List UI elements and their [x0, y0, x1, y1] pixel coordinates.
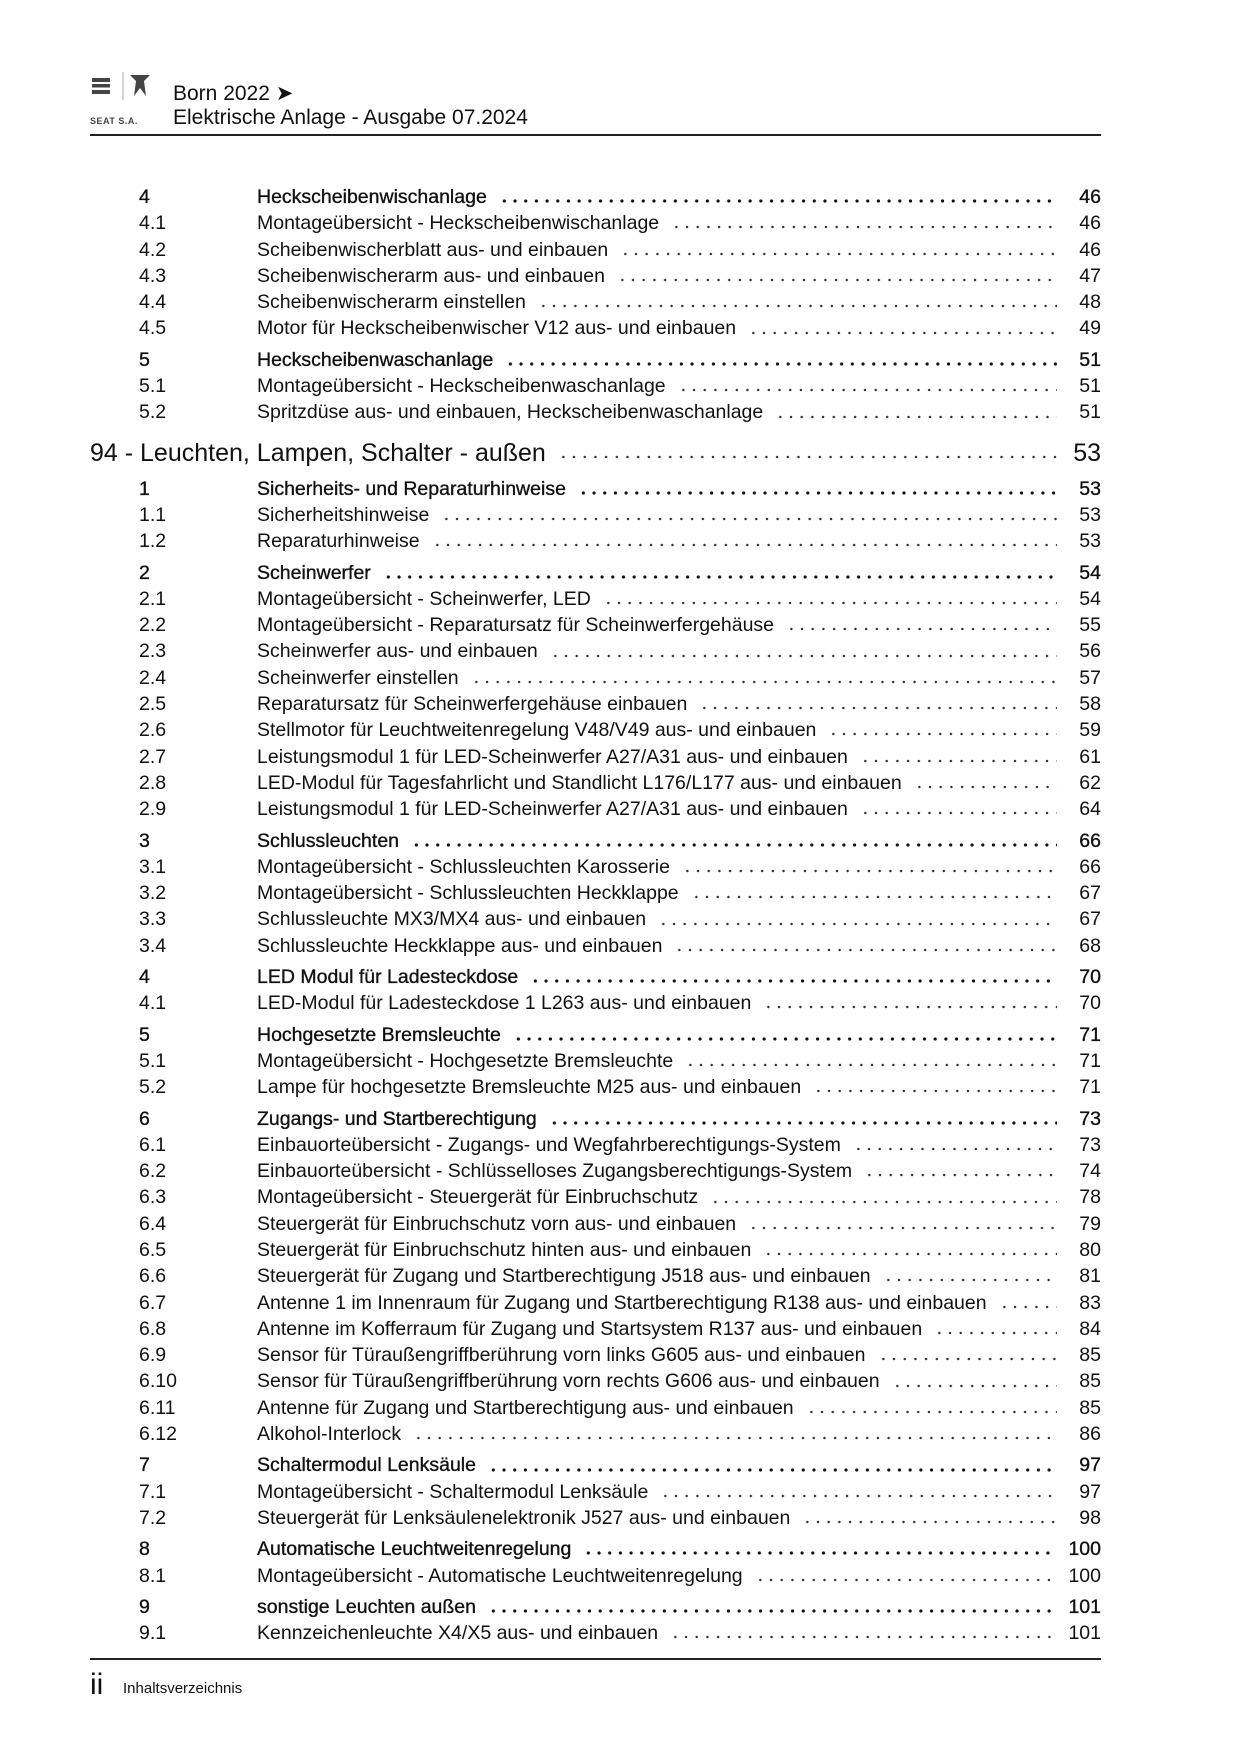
toc-entry[interactable]: [90, 586, 1101, 612]
entry-number: 4.1: [139, 992, 167, 1015]
entry-number: 3: [139, 829, 150, 852]
toc-entry[interactable]: [90, 263, 1101, 289]
entry-page: 53: [1079, 530, 1101, 553]
header-subtitle: Elektrische Anlage - Ausgabe 07.2024: [173, 106, 528, 129]
dot-leader: [678, 388, 1057, 392]
entry-title: Montageübersicht - Reparatursatz für Scheinwerfergehäuse: [257, 614, 775, 637]
entry-number: 4.3: [139, 264, 167, 287]
dot-leader: [658, 922, 1057, 926]
toc-entry[interactable]: [90, 1184, 1101, 1210]
toc-entry[interactable]: [90, 1563, 1101, 1589]
seat-cupra-logo: [90, 72, 170, 134]
entry-number: 6.9: [139, 1344, 167, 1367]
entry-title: Antenne für Zugang und Startberechtigung aus- und einbauen: [257, 1396, 794, 1419]
toc-entry[interactable]: [90, 1132, 1101, 1158]
entry-title: Steuergerät für Einbruchschutz hinten aus- und einbauen: [257, 1238, 752, 1261]
entry-number: 6.10: [139, 1370, 177, 1393]
entry-number: 2.6: [139, 719, 167, 742]
entry-number: 4: [139, 186, 150, 208]
header-rule: [90, 134, 1101, 136]
entry-page: 85: [1079, 1344, 1101, 1367]
dot-leader: [828, 732, 1057, 736]
entry-number: 6.1: [139, 1133, 167, 1156]
toc-entry[interactable]: [90, 1211, 1101, 1237]
entry-title: Montageübersicht - Steuergerät für Einbruchschutz: [257, 1186, 699, 1209]
entry-title: Montageübersicht - Schaltermodul Lenksäule: [257, 1480, 649, 1503]
entry-title: Sicherheitshinweise: [257, 503, 430, 526]
entry-page: 83: [1079, 1291, 1101, 1314]
entry-number: 7: [139, 1454, 150, 1477]
toc-entry[interactable]: [90, 906, 1101, 932]
toc-entry[interactable]: [90, 1237, 1101, 1263]
entry-number: 2.5: [139, 693, 167, 716]
entry-title: Scheibenwischerarm aus- und einbauen: [257, 264, 605, 287]
entry-number: 4.2: [139, 238, 167, 261]
entry-title: Heckscheibenwaschanlage: [257, 348, 494, 371]
entry-title: Zugangs- und Startberechtigung: [257, 1107, 537, 1130]
toc-entry[interactable]: [90, 770, 1101, 796]
dot-leader: [550, 654, 1057, 658]
entry-page: 66: [1079, 829, 1101, 852]
entry-number: 5: [139, 348, 150, 371]
toc-entry[interactable]: [90, 315, 1101, 341]
entry-page: 51: [1079, 375, 1101, 398]
entry-title: Antenne im Kofferraum für Zugang und Startsystem R137 aus- und einbauen: [257, 1317, 923, 1340]
toc-entry[interactable]: [90, 1048, 1101, 1074]
entry-title: sonstige Leuchten außen: [257, 1595, 476, 1618]
entry-title: Schlussleuchte MX3/MX4 aus- und einbauen: [257, 908, 647, 931]
entry-page: 51: [1079, 348, 1101, 371]
dot-leader: [383, 575, 1057, 579]
header-model: Born 2022 ➤: [173, 82, 294, 105]
entry-number: 8: [139, 1538, 150, 1561]
toc-entry[interactable]: [90, 1158, 1101, 1184]
entry-title: Montageübersicht - Schlussleuchten Karosserie: [257, 855, 670, 878]
entry-page: 71: [1079, 1076, 1101, 1099]
entry-title: LED-Modul für Tagesfahrlicht und Standlicht L176/L177 aus- und einbauen: [257, 771, 902, 794]
entry-page: 101: [1068, 1622, 1101, 1645]
entry-number: 1.1: [139, 503, 167, 526]
dot-leader: [860, 811, 1057, 815]
entry-page: 97: [1079, 1480, 1101, 1503]
toc-entry[interactable]: [90, 1421, 1101, 1447]
toc-section[interactable]: [90, 1022, 1101, 1048]
dot-leader: [432, 543, 1057, 547]
toc-section[interactable]: [90, 1536, 1101, 1562]
entry-number: 2.8: [139, 771, 167, 794]
entry-number: 3.3: [139, 908, 167, 931]
toc-entry[interactable]: [90, 1479, 1101, 1505]
dot-leader: [892, 1384, 1057, 1388]
entry-title: Montageübersicht - Heckscheibenwischanlage: [257, 212, 660, 235]
toc-entry[interactable]: [90, 1263, 1101, 1289]
entry-title: LED Modul für Ladesteckdose: [257, 966, 519, 989]
entry-number: 7.2: [139, 1506, 167, 1529]
entry-page: 71: [1079, 1023, 1101, 1046]
toc-entry[interactable]: [90, 612, 1101, 638]
entry-page: 46: [1079, 212, 1101, 235]
entry-title: LED-Modul für Ladesteckdose 1 L263 aus- und einbauen: [257, 992, 752, 1015]
entry-page: 73: [1079, 1133, 1101, 1156]
dot-leader: [558, 455, 1057, 459]
toc-entry[interactable]: [90, 1620, 1101, 1646]
dot-leader: [671, 225, 1057, 229]
dot-leader: [864, 1173, 1057, 1177]
entry-page: 54: [1079, 587, 1101, 610]
entry-number: 6: [139, 1107, 150, 1130]
dot-leader: [934, 1331, 1057, 1335]
toc-entry[interactable]: [90, 717, 1101, 743]
entry-title: Steuergerät für Zugang und Startberechtigung J518 aus- und einbauen: [257, 1265, 871, 1288]
entry-number: 1.2: [139, 530, 167, 553]
dot-leader: [488, 1609, 1054, 1613]
entry-page: 74: [1079, 1160, 1101, 1183]
entry-number: 5.1: [139, 375, 167, 398]
toc-entry[interactable]: [90, 854, 1101, 880]
dot-leader: [914, 785, 1057, 789]
entry-number: 4.5: [139, 317, 167, 340]
toc-entry[interactable]: [90, 210, 1101, 236]
dot-leader: [853, 1147, 1057, 1151]
table-of-contents: [90, 179, 1101, 1646]
dot-leader: [670, 1635, 1054, 1639]
entry-page: 67: [1079, 882, 1101, 905]
entry-page: 53: [1073, 438, 1101, 467]
entry-page: 54: [1079, 561, 1101, 584]
entry-number: 5.2: [139, 1076, 167, 1099]
dot-leader: [549, 1121, 1057, 1125]
entry-page: 68: [1079, 934, 1101, 957]
entry-page: 64: [1079, 798, 1101, 821]
dot-leader: [883, 1278, 1057, 1282]
footer-rule: [90, 1658, 1101, 1660]
entry-number: 2.2: [139, 614, 167, 637]
toc-entry[interactable]: [90, 691, 1101, 717]
entry-number: 5.1: [139, 1049, 167, 1072]
dot-leader: [813, 1089, 1057, 1093]
entry-number: 6.6: [139, 1265, 167, 1288]
entry-page: 81: [1079, 1265, 1101, 1288]
entry-title: Scheibenwischerblatt aus- und einbauen: [257, 238, 609, 261]
dot-leader: [860, 759, 1057, 763]
entry-page: 73: [1079, 1107, 1101, 1130]
entry-page: 61: [1079, 745, 1101, 768]
entry-title: Schlussleuchte Heckklappe aus- und einbauen: [257, 934, 663, 957]
entry-title: Schlussleuchten: [257, 829, 400, 852]
entry-page: 56: [1079, 640, 1101, 663]
dot-leader: [513, 1037, 1057, 1041]
entry-page: 101: [1068, 1595, 1101, 1618]
toc-entry[interactable]: [90, 665, 1101, 691]
entry-page: 47: [1079, 264, 1101, 287]
dot-leader: [488, 1468, 1057, 1472]
entry-page: 78: [1079, 1186, 1101, 1209]
toc-entry[interactable]: [90, 237, 1101, 263]
entry-number: 4.1: [139, 212, 167, 235]
toc-entry[interactable]: [90, 1290, 1101, 1316]
entry-number: 2.4: [139, 666, 167, 689]
entry-number: 9.1: [139, 1622, 167, 1645]
entry-number: 6.7: [139, 1291, 167, 1314]
entry-title: Stellmotor für Leuchtweitenregelung V48/V49 aus- und einbauen: [257, 719, 817, 742]
entry-page: 100: [1068, 1538, 1101, 1561]
toc-entry[interactable]: [90, 502, 1101, 528]
entry-number: 6.11: [139, 1396, 176, 1419]
entry-title: Leistungsmodul 1 für LED-Scheinwerfer A27/A31 aus- und einbauen: [257, 798, 848, 821]
dot-leader: [806, 1410, 1057, 1414]
entry-number: 6.4: [139, 1212, 167, 1235]
dot-leader: [441, 517, 1057, 521]
dot-leader: [878, 1357, 1058, 1361]
dot-leader: [617, 278, 1057, 282]
entry-title: Lampe für hochgesetzte Bremsleuchte M25 aus- und einbauen: [257, 1076, 802, 1099]
toc-entry[interactable]: [90, 399, 1101, 425]
entry-page: 70: [1079, 992, 1101, 1015]
entry-title: Einbauorteübersicht - Zugangs- und Wegfahrberechtigungs-System: [257, 1133, 841, 1156]
entry-page: 67: [1079, 908, 1101, 931]
entry-page: 97: [1079, 1454, 1101, 1477]
entry-page: 70: [1079, 966, 1101, 989]
page-number: ii: [90, 1668, 104, 1701]
entry-title: Reparaturhinweise: [257, 530, 420, 553]
entry-page: 79: [1079, 1212, 1101, 1235]
brand-text: SEAT S.A.: [90, 116, 138, 126]
dot-leader: [499, 199, 1057, 203]
dot-leader: [999, 1305, 1057, 1309]
entry-title: Montageübersicht - Automatische Leuchtweitenregelung: [257, 1564, 743, 1587]
toc-section[interactable]: [90, 347, 1101, 373]
dot-leader: [763, 1252, 1057, 1256]
entry-number: 6.8: [139, 1317, 167, 1340]
entry-title: Reparatursatz für Scheinwerfergehäuse einbauen: [257, 693, 688, 716]
toc-entry[interactable]: [90, 638, 1101, 664]
dot-leader: [660, 1494, 1057, 1498]
toc-entry[interactable]: [90, 796, 1101, 822]
entry-page: 59: [1079, 719, 1101, 742]
entry-number: 7.1: [139, 1480, 167, 1503]
dot-leader: [748, 331, 1057, 335]
toc-entry[interactable]: [90, 528, 1101, 554]
entry-page: 58: [1079, 693, 1101, 716]
entry-title: Automatische Leuchtweitenregelung: [257, 1538, 572, 1561]
toc-section[interactable]: [90, 560, 1101, 586]
entry-number: 5: [139, 1023, 150, 1046]
entry-number: 3.2: [139, 882, 167, 905]
dot-leader: [763, 1005, 1057, 1009]
entry-title: Montageübersicht - Schlussleuchten Heckklappe: [257, 882, 679, 905]
entry-number: 6.5: [139, 1238, 167, 1261]
entry-title: Leistungsmodul 1 für LED-Scheinwerfer A27/A31 aus- und einbauen: [257, 745, 848, 768]
entry-title: Sensor für Türaußengriffberührung vorn rechts G606 aus- und einbauen: [257, 1370, 880, 1393]
entry-title: Steuergerät für Einbruchschutz vorn aus- und einbauen: [257, 1212, 737, 1235]
entry-title: Sicherheits- und Reparaturhinweise: [257, 477, 566, 500]
dot-leader: [682, 869, 1057, 873]
entry-page: 66: [1079, 855, 1101, 878]
entry-number: 2.7: [139, 745, 167, 768]
toc-entry[interactable]: [90, 1368, 1101, 1394]
toc-entry[interactable]: [90, 1316, 1101, 1342]
entry-page: 55: [1079, 614, 1101, 637]
dot-leader: [578, 491, 1057, 495]
entry-page: 80: [1079, 1238, 1101, 1261]
toc-section[interactable]: [90, 964, 1101, 990]
entry-page: 84: [1079, 1317, 1101, 1340]
toc-section[interactable]: [90, 1452, 1101, 1478]
footer-label: Inhaltsverzeichnis: [123, 1680, 243, 1697]
entry-number: 9: [139, 1595, 150, 1618]
dot-leader: [674, 948, 1057, 952]
entry-page: 48: [1079, 291, 1101, 314]
dot-leader: [685, 1063, 1057, 1067]
entry-page: 85: [1079, 1396, 1101, 1419]
entry-page: 49: [1079, 317, 1101, 340]
entry-number: 2: [139, 561, 150, 584]
dot-leader: [699, 706, 1057, 710]
entry-page: 62: [1079, 771, 1101, 794]
toc-entry[interactable]: [90, 1395, 1101, 1421]
entry-page: 46: [1079, 186, 1101, 208]
dot-leader: [538, 304, 1057, 308]
toc-section[interactable]: [90, 1594, 1101, 1620]
dot-leader: [775, 415, 1057, 419]
dot-leader: [471, 680, 1057, 684]
toc-section[interactable]: [90, 476, 1101, 502]
entry-title: Motor für Heckscheibenwischer V12 aus- und einbauen: [257, 317, 737, 340]
dot-leader: [505, 362, 1057, 366]
entry-title: 94 - Leuchten, Lampen, Schalter - außen: [90, 438, 546, 467]
toc-entry[interactable]: [90, 1074, 1101, 1100]
entry-number: 6.12: [139, 1423, 177, 1446]
entry-page: 57: [1079, 666, 1101, 689]
entry-title: Alkohol-Interlock: [257, 1423, 402, 1446]
entry-title: Sensor für Türaußengriffberührung vorn links G605 aus- und einbauen: [257, 1344, 866, 1367]
dot-leader: [411, 843, 1057, 847]
entry-number: 3.4: [139, 934, 167, 957]
entry-number: 3.1: [139, 855, 167, 878]
entry-page: 53: [1079, 477, 1101, 500]
entry-page: 53: [1079, 503, 1101, 526]
toc-entry[interactable]: [90, 1342, 1101, 1368]
entry-number: 2.3: [139, 640, 167, 663]
dot-leader: [691, 895, 1057, 899]
entry-number: 2.9: [139, 798, 167, 821]
entry-number: 4: [139, 966, 150, 989]
entry-title: Kennzeichenleuchte X4/X5 aus- und einbauen: [257, 1622, 659, 1645]
toc-entry[interactable]: [90, 289, 1101, 315]
entry-page: 46: [1079, 238, 1101, 261]
entry-title: Montageübersicht - Heckscheibenwaschanlage: [257, 375, 666, 398]
toc-chapter[interactable]: [90, 435, 1101, 471]
toc-entry[interactable]: [90, 990, 1101, 1016]
toc-entry[interactable]: [90, 880, 1101, 906]
entry-page: 51: [1079, 401, 1101, 424]
dot-leader: [620, 252, 1057, 256]
entry-page: 86: [1079, 1423, 1101, 1446]
entry-title: Scheinwerfer: [257, 561, 371, 584]
dot-leader: [530, 979, 1057, 983]
entry-title: Antenne 1 im Innenraum für Zugang und Startberechtigung R138 aus- und einbauen: [257, 1291, 987, 1314]
entry-title: Einbauorteübersicht - Schlüsselloses Zugangsberechtigungs-System: [257, 1160, 853, 1183]
toc-section[interactable]: [90, 1106, 1101, 1132]
toc-entry[interactable]: [90, 373, 1101, 399]
dot-leader: [748, 1226, 1057, 1230]
entry-page: 71: [1079, 1049, 1101, 1072]
entry-number: 4.4: [139, 291, 167, 314]
entry-number: 5.2: [139, 401, 167, 424]
dot-leader: [802, 1520, 1057, 1524]
entry-number: 2.1: [139, 587, 167, 610]
toc-section[interactable]: [90, 184, 1101, 210]
entry-title: Scheinwerfer einstellen: [257, 666, 459, 689]
dot-leader: [710, 1200, 1057, 1204]
toc-entry[interactable]: [90, 744, 1101, 770]
dot-leader: [603, 601, 1057, 605]
entry-title: Steuergerät für Lenksäulenelektronik J527 aus- und einbauen: [257, 1506, 791, 1529]
entry-number: 1: [139, 477, 150, 500]
entry-number: 8.1: [139, 1564, 167, 1587]
dot-leader: [583, 1551, 1054, 1555]
entry-title: Schaltermodul Lenksäule: [257, 1454, 476, 1477]
entry-number: 6.2: [139, 1160, 167, 1183]
toc-entry[interactable]: [90, 933, 1101, 959]
entry-title: Montageübersicht - Scheinwerfer, LED: [257, 587, 591, 610]
toc-entry[interactable]: [90, 1505, 1101, 1531]
entry-page: 85: [1079, 1370, 1101, 1393]
entry-title: Scheinwerfer aus- und einbauen: [257, 640, 538, 663]
entry-title: Spritzdüse aus- und einbauen, Heckscheibenwaschanlage: [257, 401, 764, 424]
dot-leader: [786, 627, 1057, 631]
entry-number: 6.3: [139, 1186, 167, 1209]
entry-page: 98: [1079, 1506, 1101, 1529]
dot-leader: [755, 1578, 1055, 1582]
dot-leader: [413, 1436, 1057, 1440]
entry-title: Heckscheibenwischanlage: [257, 186, 487, 208]
toc-section[interactable]: [90, 828, 1101, 854]
entry-title: Scheibenwischerarm einstellen: [257, 291, 526, 314]
entry-page: 100: [1068, 1564, 1101, 1587]
entry-title: Hochgesetzte Bremsleuchte: [257, 1023, 501, 1046]
entry-title: Montageübersicht - Hochgesetzte Bremsleuchte: [257, 1049, 674, 1072]
